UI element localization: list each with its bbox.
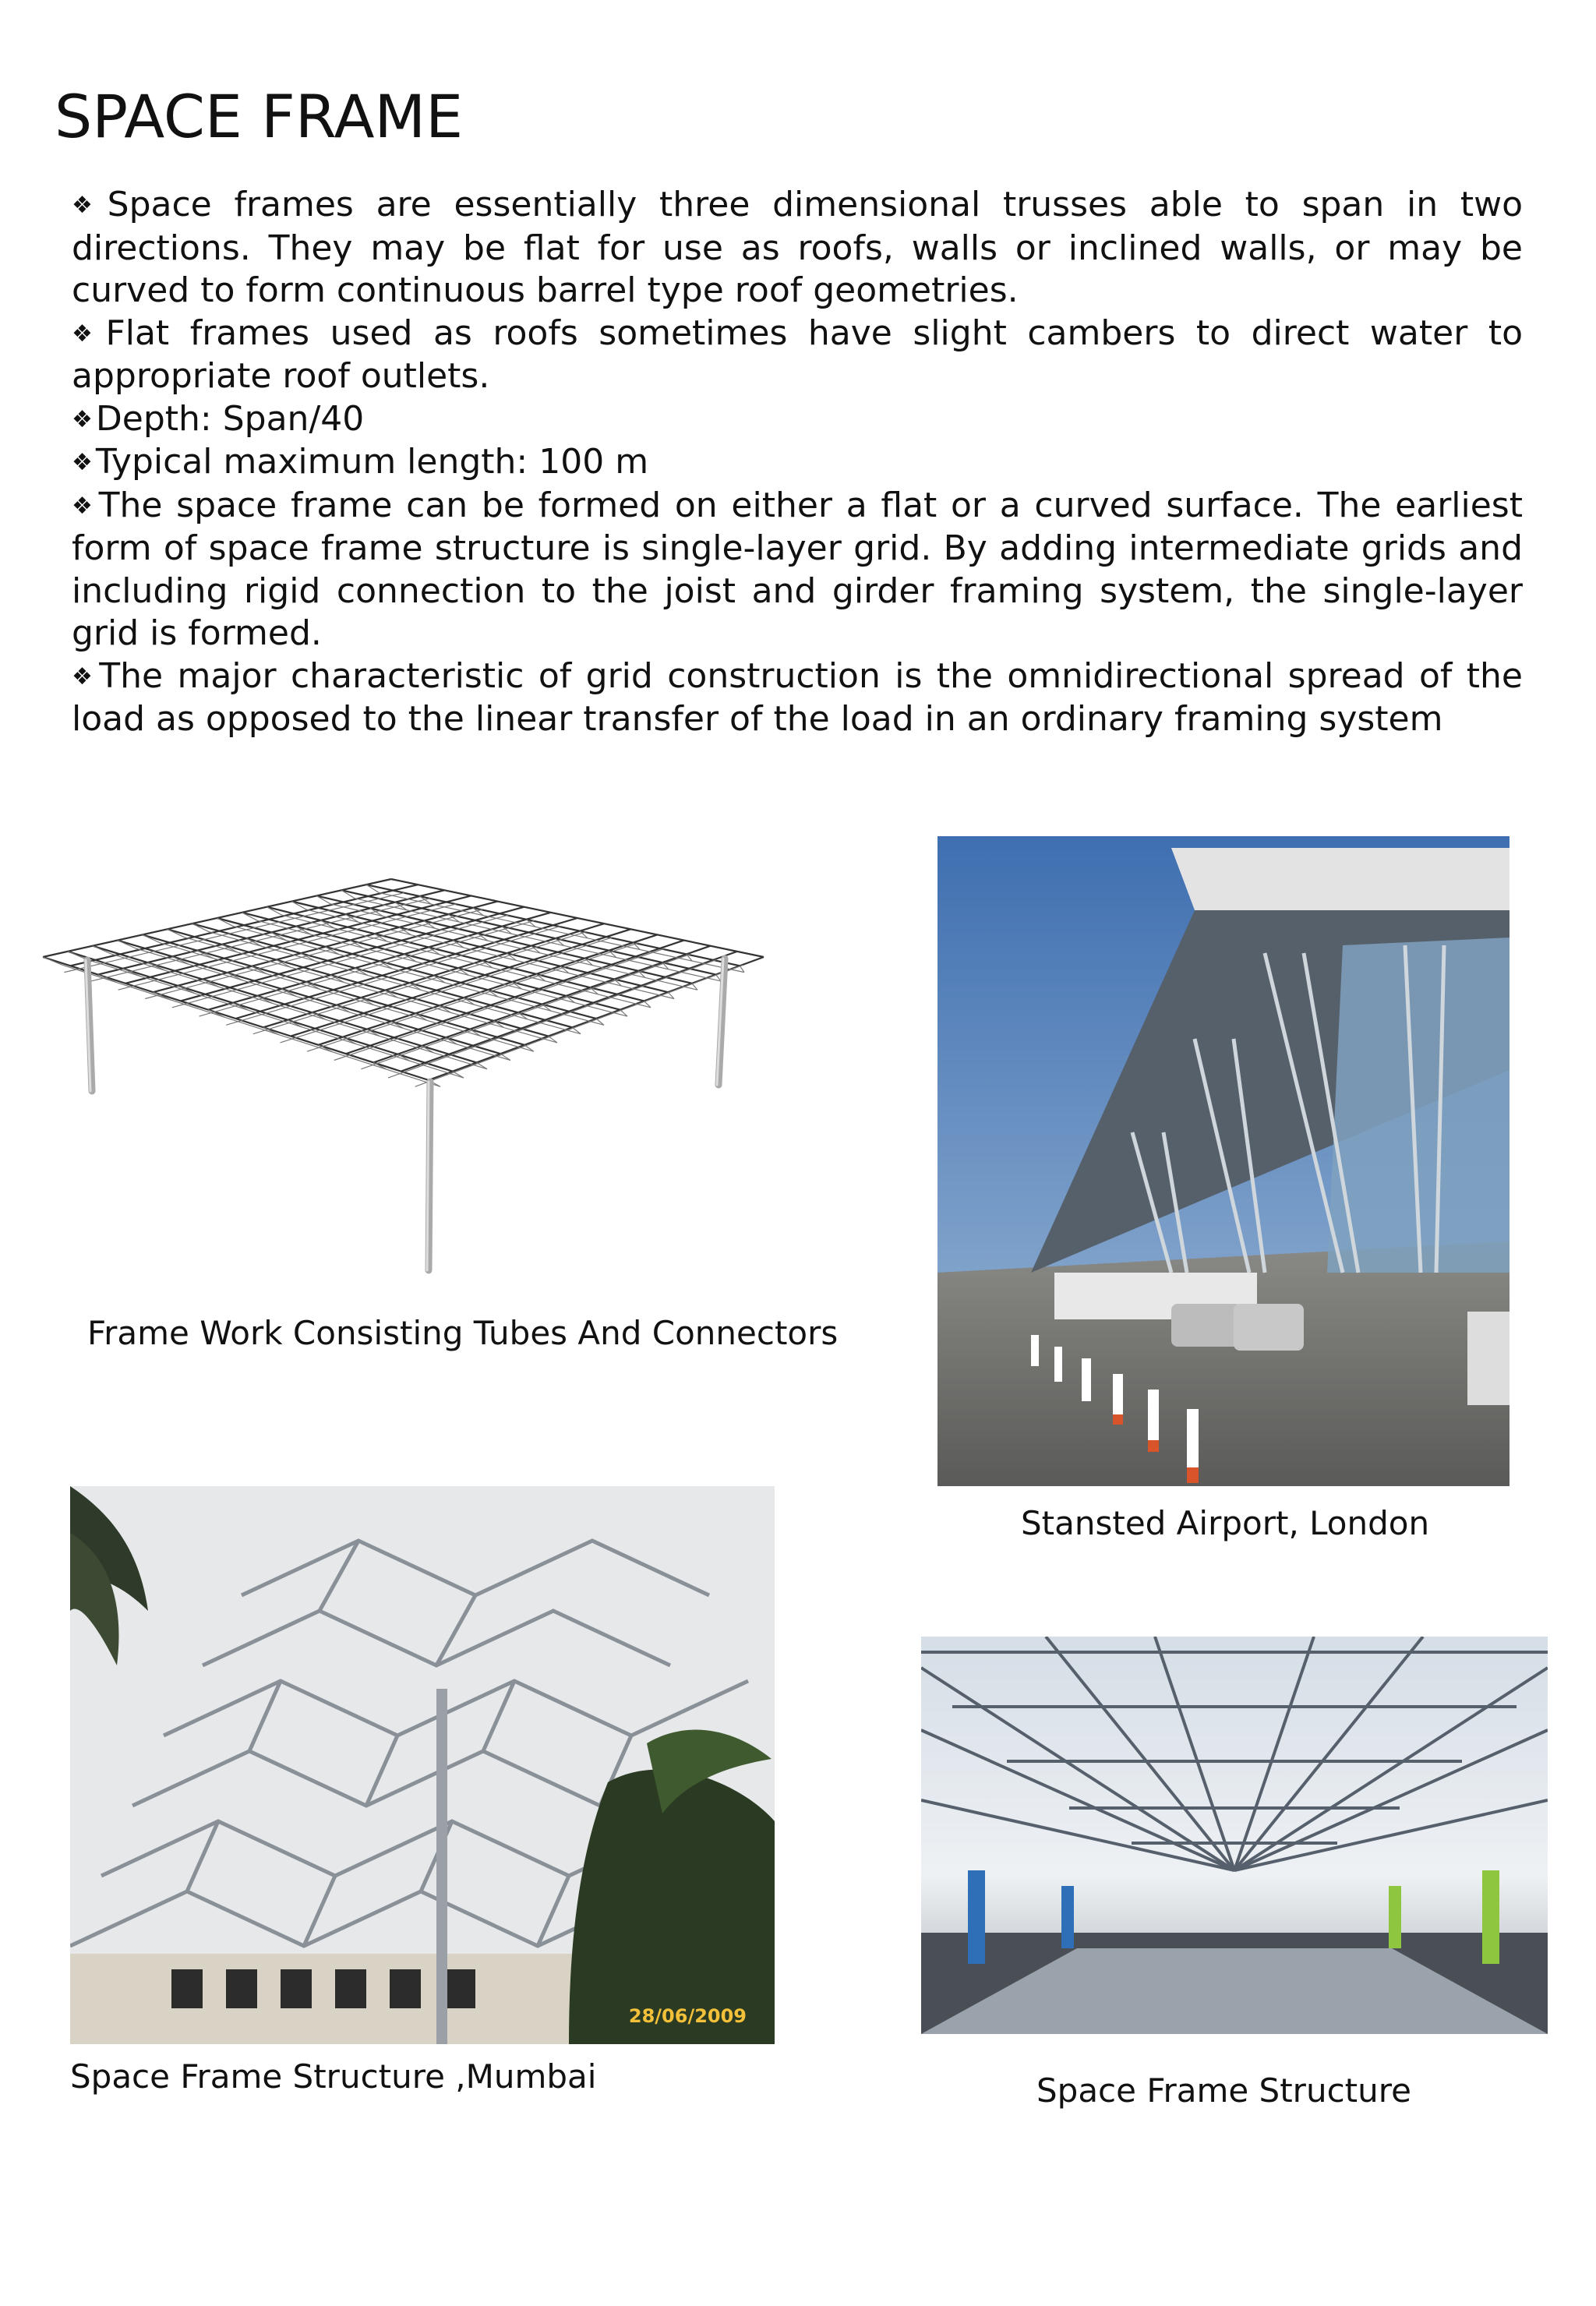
space-frame-structure-photo	[921, 1637, 1548, 2034]
bullet-item: ❖ The space frame can be formed on either a flat or a curved surface. The earliest form of space frame structure is single-layer grid. By adding intermediate grids and including rigid connection to the joist and girder framing system, the single-layer grid is formed.	[72, 485, 1523, 655]
stansted-airport-photo	[937, 836, 1509, 1486]
framework-illustration	[39, 857, 772, 1286]
mumbai-structure-photo	[70, 1486, 775, 2044]
bullet-item: ❖ Typical maximum length: 100 m	[72, 441, 1523, 485]
bullet-item: ❖ Depth: Span/40	[72, 398, 1523, 442]
bullet-item: ❖ Space frames are essentially three dimensional trusses able to span in two directions. They may be flat for use as roofs, walls or inclined walls, or may be curved to form continuous barrel type roof geometries.	[72, 184, 1523, 313]
bullet-list	[72, 184, 1523, 741]
bullet-item: ❖ Flat frames used as roofs sometimes have slight cambers to direct water to appropriate roof outlets.	[72, 313, 1523, 398]
framework-caption: Frame Work Consisting Tubes And Connectors	[87, 1314, 839, 1352]
date-stamp: 28/06/2009	[628, 2005, 747, 2027]
stansted-caption: Stansted Airport, London	[1021, 1504, 1430, 1542]
bullet-item: ❖ The major characteristic of grid construction is the omnidirectional spread of the load as opposed to the linear transfer of the load in an ordinary framing system	[72, 655, 1523, 741]
structure-caption: Space Frame Structure	[1036, 2071, 1411, 2110]
space-frame-grid-drawing	[39, 857, 772, 1286]
mumbai-caption: Space Frame Structure ,Mumbai	[70, 2057, 597, 2096]
page-title: SPACE FRAME	[55, 82, 464, 151]
